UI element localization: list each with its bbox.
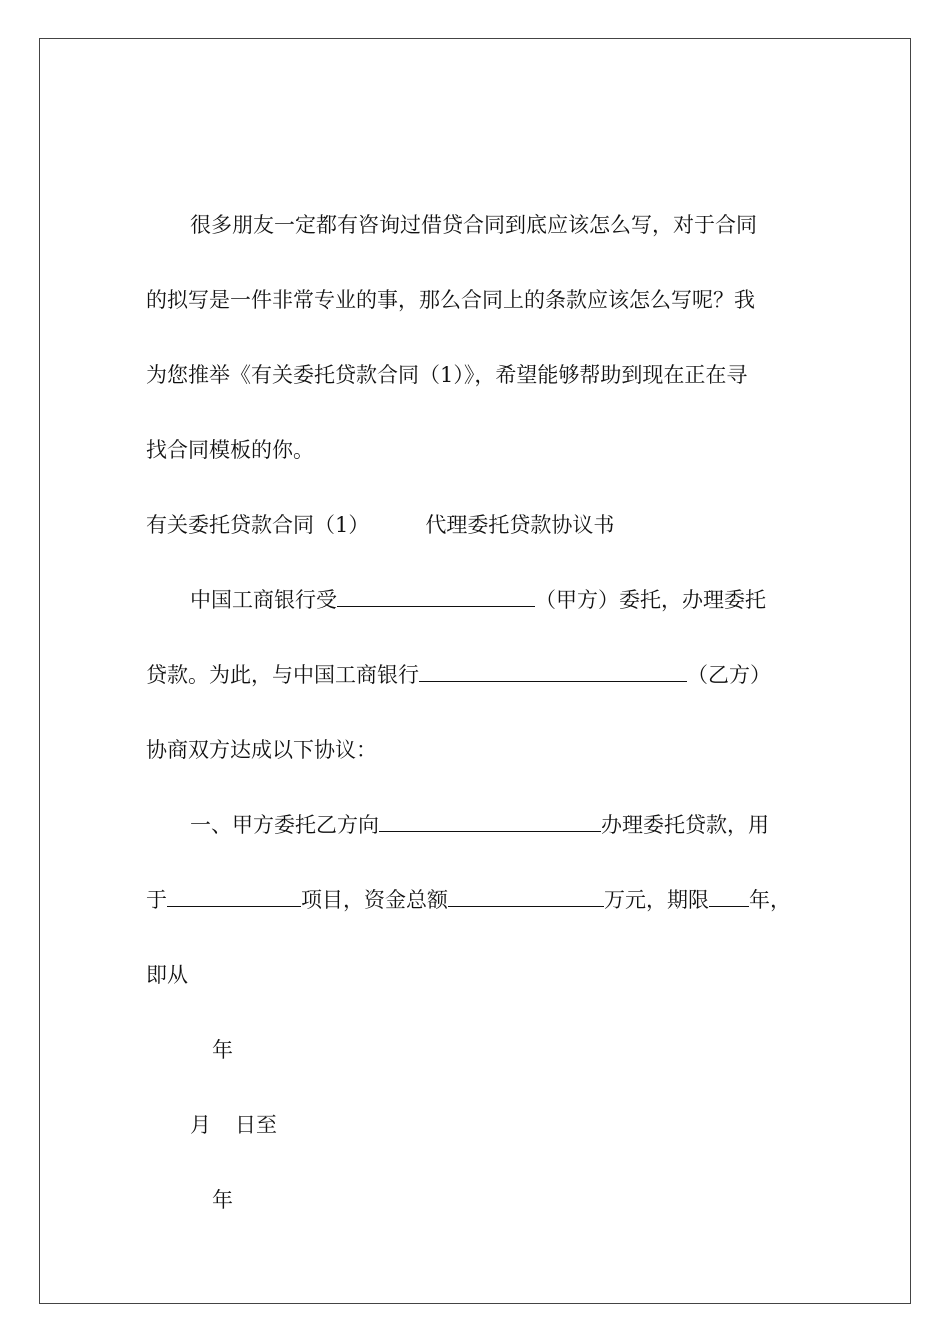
intro-line-4: 找合同模板的你。 — [146, 438, 314, 462]
date-month: 月 — [190, 1113, 211, 1137]
clause1-line-2 — [146, 885, 791, 915]
clause1-line-1 — [190, 810, 769, 840]
para1-text-c: 贷款。为此，与中国工商银行 — [146, 663, 419, 687]
intro-line-1: 很多朋友一定都有咨询过借贷合同到底应该怎么写，对于合同 — [190, 213, 757, 237]
para1-text-a: 中国工商银行受 — [190, 588, 337, 612]
clause1-text-a: 一、甲方委托乙方向 — [190, 813, 379, 837]
clause1-text-e: 万元，期限 — [604, 888, 709, 912]
date-year-end: 年 — [212, 1188, 233, 1212]
heading-line — [146, 510, 614, 540]
amount-blank[interactable] — [448, 886, 604, 907]
date-year-start: 年 — [212, 1038, 233, 1062]
clause1-text-d: 项目，资金总额 — [301, 888, 448, 912]
party-a-blank[interactable] — [337, 586, 535, 607]
clause1-text-f: 年， — [749, 888, 791, 912]
para1-line-3: 协商双方达成以下协议： — [146, 738, 377, 762]
para1-text-b: （甲方）委托，办理委托 — [535, 588, 766, 612]
agreement-title: 代理委托贷款协议书 — [425, 513, 615, 537]
date-month-day-line — [190, 1110, 277, 1140]
clause1-text-c: 于 — [146, 888, 167, 912]
intro-line-2: 的拟写是一件非常专业的事，那么合同上的条款应该怎么写呢？我 — [146, 288, 755, 312]
contract-title: 有关委托贷款合同（1） — [146, 513, 370, 537]
project-blank[interactable] — [167, 886, 301, 907]
para1-line-1 — [190, 585, 766, 615]
intro-line-3: 为您推举《有关委托贷款合同（1）》，希望能够帮助到现在正在寻 — [146, 363, 748, 387]
para1-line-2 — [146, 660, 771, 690]
term-years-blank[interactable] — [709, 886, 749, 907]
party-b-blank[interactable] — [419, 661, 687, 682]
para1-text-d: （乙方） — [687, 663, 771, 687]
borrower-blank[interactable] — [379, 811, 601, 832]
date-day-to: 日至 — [235, 1113, 277, 1137]
clause1-line-3: 即从 — [146, 963, 188, 987]
clause1-text-b: 办理委托贷款，用 — [601, 813, 769, 837]
